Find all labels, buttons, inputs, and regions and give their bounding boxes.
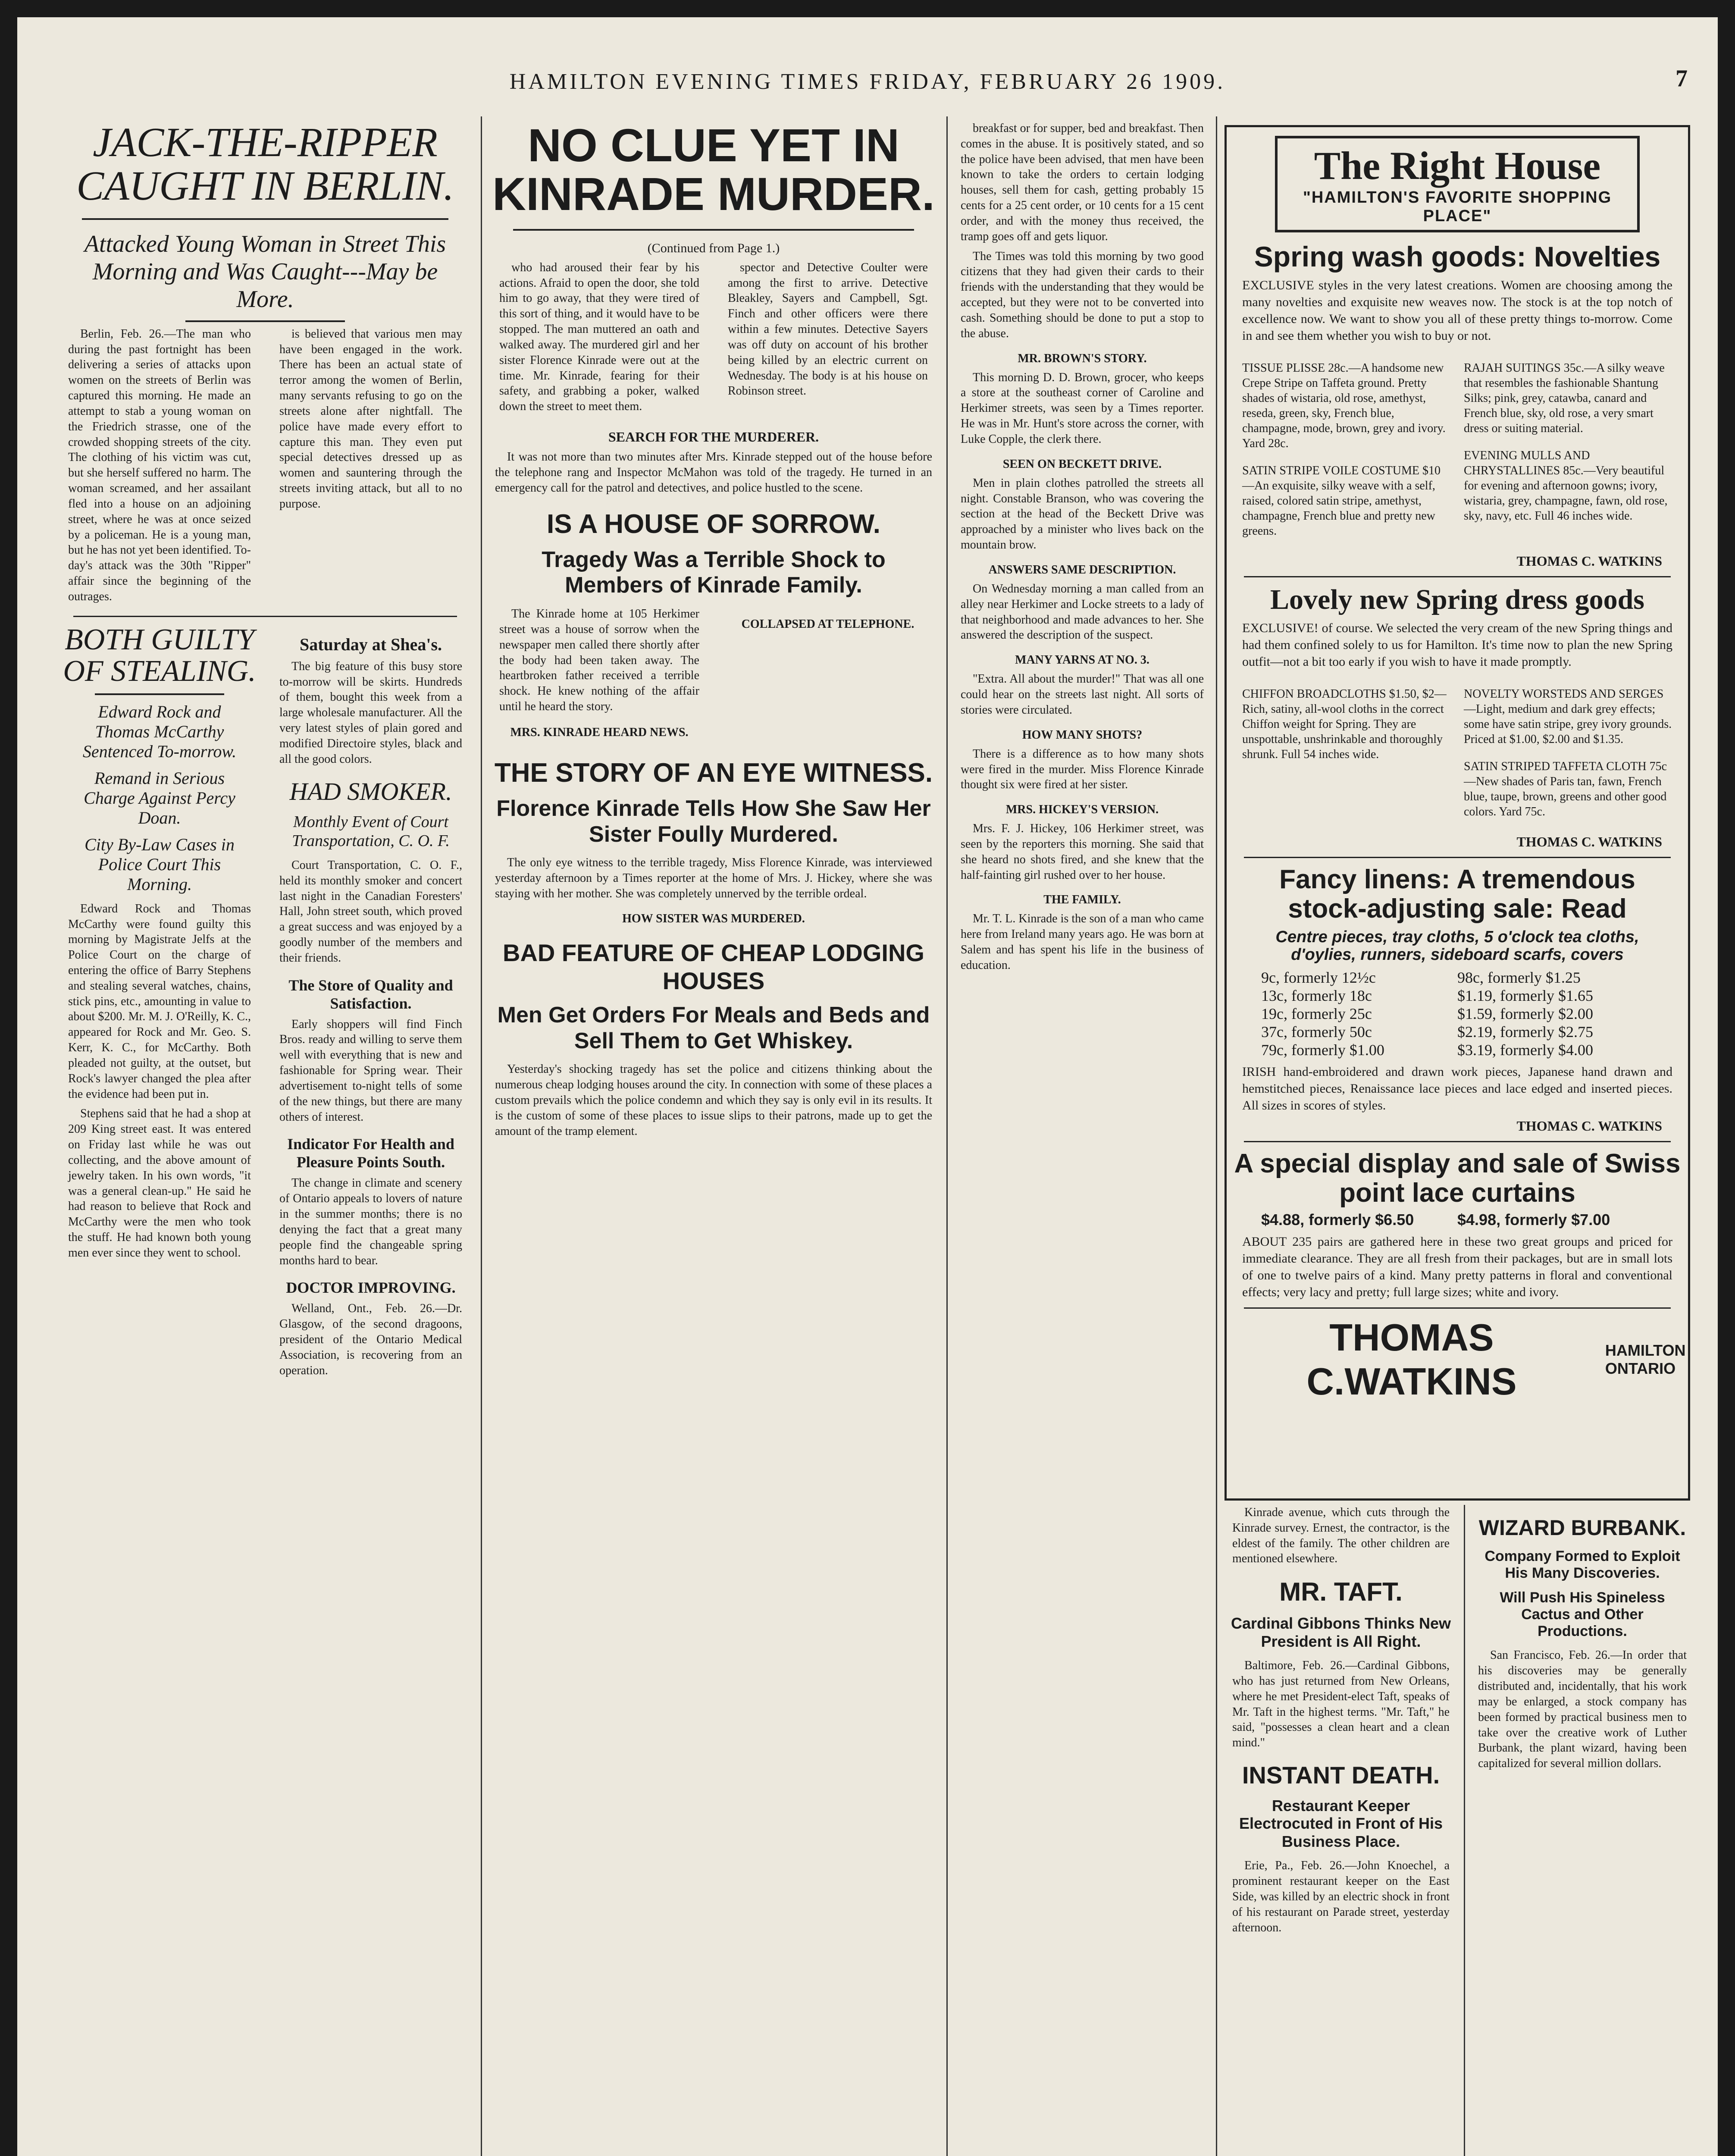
headline-wizard-burbank: WIZARD BURBANK. [1478,1516,1686,1540]
story-text [495,1062,932,1139]
ad-signature: THOMAS C. WATKINS [1516,834,1662,850]
subheadline: Will Push His Spineless Cactus and Other Productions. [1500,1589,1665,1640]
column-rule [1216,116,1217,2156]
subheadline: City By-Law Cases in Police Court This Morning. [85,834,235,894]
divider [73,616,457,617]
column-4a [1225,1505,1457,2156]
price-entry: $1.19, formerly $1.65 [1457,987,1593,1005]
paragraph: Men in plain clothes patrolled the streets all night. Constable Branson, who was covering the section at the head of the Beckett Drive was approached by a minister who lives back on the mountain brow. [961,476,1204,552]
headline-both-guilty: BOTH GUILTY OF STEALING. [63,623,256,688]
divider [185,320,345,322]
story-columns [492,260,936,419]
section-heading: SEARCH FOR THE MURDERER. [608,429,819,445]
paragraph: On Wednesday morning a man called from an alley near Herkimer and Locke streets to a lady of that neighborhood and made advances to her. She answered the description of the suspect. [961,582,1204,642]
ad-item: SATIN STRIPED TAFFETA CLOTH 75c—New shades of Paris tan, fawn, French blue, taupe, brown, greens and other good colors. Yard 75c. [1464,760,1667,819]
paragraph: The change in climate and scenery of Ontario appeals to lovers of nature in the summer months; there is no denying the fact that a great many people find the changeable spring months hard to bear. [279,1176,462,1267]
paragraph: "Extra. All about the murder!" That was all one could hear on the streets last night. All sorts of stories were circulated. [961,672,1204,717]
paragraph: Mr. T. L. Kinrade is the son of a man who came here from Ireland many years ago. He was born at Salem and has spent his life in the business of education. [961,912,1204,972]
column-rule [481,116,482,2156]
price-entry: $3.19, formerly $4.00 [1457,1041,1593,1059]
ad-items-left [1242,674,1451,831]
story-text [961,821,1204,883]
divider [1244,857,1671,858]
ad-items-left [1242,348,1451,551]
ad-item: TISSUE PLISSE 28c.—A handsome new Crepe Stripe on Taffeta ground. Pretty shades of wistaria, old rose, amethyst, reseda, green, sky, French blue, champagne, mode, brown, grey and ivory. Yard 28c. [1242,361,1446,450]
divider [95,693,224,695]
column-rule [1464,1505,1465,2156]
divider [513,229,914,231]
headline-instant-death: INSTANT DEATH. [1242,1761,1440,1789]
headline-jack-the-ripper: JACK-THE-RIPPER CAUGHT IN BERLIN. [76,121,454,209]
price-entry: 98c, formerly $1.25 [1457,969,1581,987]
subheadline: Edward Rock and Thomas McCarthy Sentenced To-morrow. [82,702,237,761]
ad-subheadline: Centre pieces, tray cloths, 5 o'clock tea cloths, d'oylies, runners, sideboard scarfs, covers [1275,928,1639,964]
headline-no-clue: NO CLUE YET IN KINRADE MURDER. [492,121,935,220]
paragraph: Mrs. F. J. Hickey, 106 Herkimer street, was seen by the reporters this morning. She said that she heard no shots fired, and she knew that the half-fainting girl rushed over to her house. [961,822,1204,882]
price-entry: 37c, formerly 50c [1261,1023,1372,1041]
paragraph: Yesterday's shocking tragedy has set the police and citizens thinking about the numerous cheap lodging houses around the city. In connection with some of these places a custom prevails which the police condemn and which they say is only evil in its results. It is the custom of some of these places to issue slips to their patrons, made up to get the amount of the tramp element. [495,1062,932,1138]
paragraph: Erie, Pa., Feb. 26.—John Knoechel, a prominent restaurant keeper on the East Side, was killed by an electric shock in front of his restaurant on Parade street, yesterday afternoon. [1232,1859,1450,1934]
subheadline: Tragedy Was a Terrible Shock to Members of Kinrade Family. [542,547,886,598]
paragraph: Welland, Ont., Feb. 26.—Dr. Glasgow, of the second dragoons, president of the Ontario Medical Association, is recovering from an operation. [279,1302,462,1377]
story-text [961,476,1204,553]
section-heading: MRS. HICKEY'S VERSION. [1005,803,1159,817]
story-text [961,671,1204,718]
paragraph: The Times was told this morning by two good citizens that they had given their cards to their friends with the understanding that they would be accepted, but they were not to be converted into cash. Something should be done to put a stop to the abuse. [961,249,1204,340]
ad-item: SATIN STRIPE VOILE COSTUME $10—An exquisite, silky weave with a self, raised, colored satin stripe, amethyst, champagne, French blue and pretty new greens. [1242,464,1441,538]
story-text [961,911,1204,973]
subheadline: Company Formed to Exploit His Many Discoveries. [1484,1548,1680,1582]
story-columns [492,606,936,745]
story-text [728,606,928,745]
logo-tagline: "HAMILTON'S FAVORITE SHOPPING PLACE" [1303,188,1612,225]
paragraph: Berlin, Feb. 26.—The man who during the past fortnight has been delivering a series of attacks upon women on the streets of Berlin was captured this morning. He made an attempt to stab a young woman on the Friedrich strasse, one of the crowded shopping streets of the city. The clothing of his victim was cut, but she herself suffered no harm. The woman screamed, and her assailant fled into a house on an adjoining street, where he was at once seized by a policeman. He is a young man, but he has not yet been identified. To-day's attack was the 30th "Ripper" affair since the beginning of the outrages. [68,327,251,603]
lower-columns [60,624,470,1383]
price-entry: $4.98, formerly $7.00 [1457,1210,1610,1228]
section-heading: DOCTOR IMPROVING. [286,1279,456,1297]
ad-headline: Spring wash goods: Novelties [1254,241,1661,273]
price-table [1261,1211,1654,1229]
headline-had-smoker: HAD SMOKER. [289,777,452,806]
paragraph: Edward Rock and Thomas McCarthy were found guilty this morning by Magistrate Jelfs at the Police Court on the charge of entering the office of Barry Stephens and stealing several watches, chains, stick pins, etc., amounting in value to about $200. Mr. M. J. O'Reilly, K. C., appeared for Rock and Mr. Geo. S. Kerr, K. C., for McCarthy. Both pleaded not guilty, at the outset, but Rock's lawyer changed the plea after the evidence had been put in. [68,902,251,1101]
section-heading: HOW SISTER WAS MURDERED. [622,912,805,925]
subheadline: Monthly Event of Court Transportation, C. O. F. [292,813,450,850]
paragraph: Stephens said that he had a shop at 209 King street east. It was entered on Friday last while he was out collecting, and the above amount of jewelry taken. In his own words, "it was a general clean-up." He said he had reason to believe that Rock and McCarthy were the men who took the stuff. He had known both young men ever since they went to school. [68,1107,251,1260]
ad-items-right [1464,674,1672,831]
masthead: HAMILTON EVENING TIMES FRIDAY, FEBRUARY 26 1909. [509,69,1226,94]
column-4b [1470,1505,1694,2156]
story-text [961,581,1204,643]
column-1 [56,121,474,2156]
paragraph: who had aroused their fear by his actions. Afraid to open the door, she told him to go away, that they were tired of this sort of thing, and it would have to be stopped. The man muttered an oath and walked away. The murdered girl and her sister Florence Kinrade were out at the time. Mr. Kinrade, fearing for their safety, and grabbing a poker, walked down the street to meet them. [499,260,699,414]
column-rule [946,116,948,2156]
price-table [1261,968,1654,1059]
paragraph: The only eye witness to the terrible tragedy, Miss Florence Kinrade, was interviewed yesterday afternoon by a Times reporter at the home of Mrs. J. Hickey, where she was staying with her mother. She was completely unnerved by the terrible ordeal. [495,856,932,901]
page-number: 7 [1675,65,1688,92]
right-subcolumn [272,624,470,1383]
headline-lodging-houses: BAD FEATURE OF CHEAP LODGING HOUSES [503,939,924,994]
section-heading: SEEN ON BECKETT DRIVE. [1002,457,1162,471]
paragraph: Court Transportation, C. O. F., held its monthly smoker and concert last night in the Canadian Foresters' Hall, John street south, which proved a great success and was enjoyed by a goodly number of the members and their friends. [279,858,462,965]
left-subcolumn [60,624,259,1383]
right-house-logo [1275,136,1640,232]
section-heading: MR. BROWN'S STORY. [1018,351,1147,365]
story-text [961,746,1204,793]
story-text [279,659,462,767]
paragraph: This morning D. D. Brown, grocer, who keeps a store at the southeast corner of Caroline and Herkimer streets, was seen by a Times reporter. He was in Mr. Hunt's store across the corner, with Luke Copple, the clerk there. [961,370,1204,446]
ad-item: RAJAH SUITINGS 35c.—A silky weave that resembles the fashionable Shantung Silks; pink, grey, catawba, canard and French blue, sky, old rose, a very smart dress or suiting material. [1464,361,1665,435]
price-entry: $2.19, formerly $2.75 [1457,1023,1593,1041]
story-text [1232,1658,1450,1751]
right-house-advertisement [1225,125,1690,1501]
ad-items-right [1464,348,1672,551]
price-entry: $1.59, formerly $2.00 [1457,1005,1593,1023]
section-heading: COLLAPSED AT TELEPHONE. [741,617,914,631]
headline-house-of-sorrow: IS A HOUSE OF SORROW. [547,509,880,539]
subheadline: Restaurant Keeper Electrocuted in Front of His Business Place. [1239,1797,1443,1850]
price-entry: $4.88, formerly $6.50 [1261,1210,1414,1228]
story-text [279,1017,462,1125]
newspaper-page [17,17,1718,2156]
ad-body: EXCLUSIVE! of course. We selected the very cream of the new Spring things and had them confined solely to us for Hamilton. It's time now to plan the new Spring outfit—not a bit too early if you wish to have it made promptly. [1242,621,1672,669]
headline-mr-taft: MR. TAFT. [1279,1577,1403,1607]
column-3 [953,121,1212,2156]
story-text [279,858,462,966]
story-text [495,855,932,901]
ad-body: EXCLUSIVE styles in the very latest creations. Women are choosing among the many novelties and exquisite new weaves now. The stock is at the top notch of excellence now. We want to show you all of these pretty things to-morrow. Come in and see them whether you wish to buy or not. [1242,278,1672,343]
ad-item-list [1242,674,1672,831]
logo-name: The Right House [1314,144,1601,188]
price-entry: 13c, formerly 18c [1261,987,1372,1005]
section-heading: Indicator For Health and Pleasure Points South. [287,1135,454,1171]
ad-item-list [1242,348,1672,551]
story-text [961,121,1204,342]
story-columns [60,326,470,609]
section-heading: THE FAMILY. [1043,893,1121,907]
section-heading: MANY YARNS AT NO. 3. [1015,653,1149,667]
paragraph: The big feature of this busy store to-morrow will be skirts. Hundreds of them, bought this week from a large wholesale manufacturer. All the very latest styles of plain gored and modified Directoire styles, black and all the good colors. [279,659,462,766]
paragraph: Early shoppers will find Finch Bros. ready and willing to serve them well with everything that is new and fashionable for Spring wear. Their advertisement to-night tells of some of the new things, but there are many others of interest. [279,1017,462,1124]
divider [1244,1141,1671,1142]
story-text [728,260,928,419]
continued-note: (Continued from Page 1.) [647,241,780,255]
ad-signature: THOMAS C. WATKINS [1516,1118,1662,1134]
paragraph: There is a difference as to how many shots were fired in the murder. Miss Florence Kinrade thought six were fired at her sister. [961,747,1204,792]
paragraph: San Francisco, Feb. 26.—In order that his discoveries may be generally distributed and, incidentally, that his work may be enlarged, a stock company has been formed by practical business men to take over the creative work of Luther Burbank, the plant wizard, having been capitalized for several million dollars. [1478,1648,1687,1771]
story-text [495,449,932,495]
section-heading: HOW MANY SHOTS? [1022,728,1143,742]
story-text [279,326,462,609]
divider [1244,1307,1671,1309]
paragraph: It was not more than two minutes after Mrs. Kinrade stepped out of the house before the telephone rang and Inspector McMahon was told of the tragedy. He turned in an emergency call for the patrol and detectives, and police hustled to the scene. [495,450,932,495]
ad-item: NOVELTY WORSTEDS AND SERGES—Light, medium and dark grey effects; some have satin stripe, grey ivory grounds. Priced at $1.00, $2.00 and $1.35. [1464,687,1672,746]
price-entry: 9c, formerly 12½c [1261,969,1376,987]
subheadline: Remand in Serious Charge Against Percy Doan. [84,768,235,827]
story-text [1478,1648,1687,1771]
ad-headline: stock-adjusting sale: Read [1288,894,1627,924]
ad-headline: Lovely new Spring dress goods [1270,583,1644,615]
ad-headline: A special display and sale of Swiss point lace curtains [1234,1149,1681,1208]
ad-item: CHIFFON BROADCLOTHS $1.50, $2—Rich, satiny, all-wool cloths in the correct Chiffon weight for Spring. They are unspottable, unshrinkable and thoroughly shrunk. Full 54 inches wide. [1242,687,1447,761]
story-text [499,260,699,419]
section-heading: Saturday at Shea's. [299,634,442,654]
paragraph: breakfast or for supper, bed and breakfast. Then comes in the abuse. It is positively stated, and so the police have been advised, that men have been known to take the orders to certain lodging houses, sell them for cash, getting probably 15 cents for a 25 cent order, or 10 cents for a 15 cent order, and with the money thus received, the tramp goes off and gets liquor. [961,122,1204,243]
divider [82,218,448,220]
ad-item: EVENING MULLS AND CHRYSTALLINES 85c.—Very beautiful for evening and afternoon gowns; ivory, wistaria, grey, champagne, fawn, old rose, sky, navy, etc. Full 46 inches wide. [1464,448,1668,523]
paragraph: Kinrade avenue, which cuts through the Kinrade survey. Ernest, the contractor, is the eldest of the family. The other children are mentioned elsewhere. [1232,1506,1450,1566]
subheadline: Florence Kinrade Tells How She Saw Her Sister Foully Murdered. [496,796,931,847]
story-text [961,370,1204,447]
column-2 [487,121,940,2156]
ad-body: IRISH hand-embroidered and drawn work pieces, Japanese hand drawn and hemstitched pieces, Renaissance lace pieces and lace edged and inserted pieces. All sizes in scores of styles. [1242,1065,1672,1113]
paragraph: Baltimore, Feb. 26.—Cardinal Gibbons, who has just returned from New Orleans, where he met President-elect Taft, speaks of Mr. Taft in the highest terms. "Mr. Taft," he said, "possesses a clean heart and a clean mind." [1232,1659,1450,1750]
section-heading: MRS. KINRADE HEARD NEWS. [510,725,689,739]
ad-headline: Fancy linens: A tremendous [1279,865,1635,895]
story-text [1232,1505,1450,1567]
subheadline: Attacked Young Woman in Street This Morning and Was Caught---May be More. [84,230,446,313]
store-name: THOMAS C.WATKINS [1306,1316,1517,1403]
price-entry: 79c, formerly $1.00 [1261,1041,1384,1059]
paragraph: The Kinrade home at 105 Herkimer street was a house of sorrow when the newspaper men called there shortly after the body had been taken away. The heartbroken father received a terrible shock. He knew nothing of the affair until he heard the story. [499,607,699,714]
divider [1244,576,1671,577]
story-text [68,326,251,609]
ad-signature: THOMAS C. WATKINS [1516,553,1662,569]
story-text [68,901,251,1261]
subheadline: Men Get Orders For Meals and Beds and Sell Them to Get Whiskey. [497,1002,930,1053]
paragraph: is believed that various men may have been engaged in the work. There has been an actual state of terror among the women of Berlin, many servants refusing to go on the streets alone after nightfall. The police have made every effort to capture this man. They even put special detectives dressed up as women and sauntering through the streets inviting attack, but all to no purpose. [279,327,462,511]
headline-eye-witness: THE STORY OF AN EYE WITNESS. [494,758,933,788]
story-text [279,1301,462,1378]
ad-body: ABOUT 235 pairs are gathered here in these two great groups and priced for immediate clearance. They are all fresh from their packages, but are in small lots of one to twelve pairs of a kind. Many pretty patterns in floral and conventional effects; very lacy and pretty; full large sizes; white and ivory. [1242,1234,1672,1299]
section-heading: ANSWERS SAME DESCRIPTION. [988,563,1176,577]
paragraph: spector and Detective Coulter were among the first to arrive. Detective Bleakley, Sayers and Campbell, Sgt. Finch and other officers were there within a few minutes. Detective Sayers was off duty on account of his brother being killed by an electric current on Wednesday. The body is at his house on Robinson street. [728,260,928,398]
section-heading: The Store of Quality and Satisfaction. [288,976,453,1012]
ad-footer [1227,1316,1688,1404]
subheadline: Cardinal Gibbons Thinks New President is All Right. [1231,1614,1451,1650]
story-text [1232,1858,1450,1935]
price-entry: 19c, formerly 25c [1261,1005,1372,1023]
store-city: HAMILTON ONTARIO [1605,1341,1686,1377]
story-text [279,1175,462,1268]
story-text [499,606,699,745]
